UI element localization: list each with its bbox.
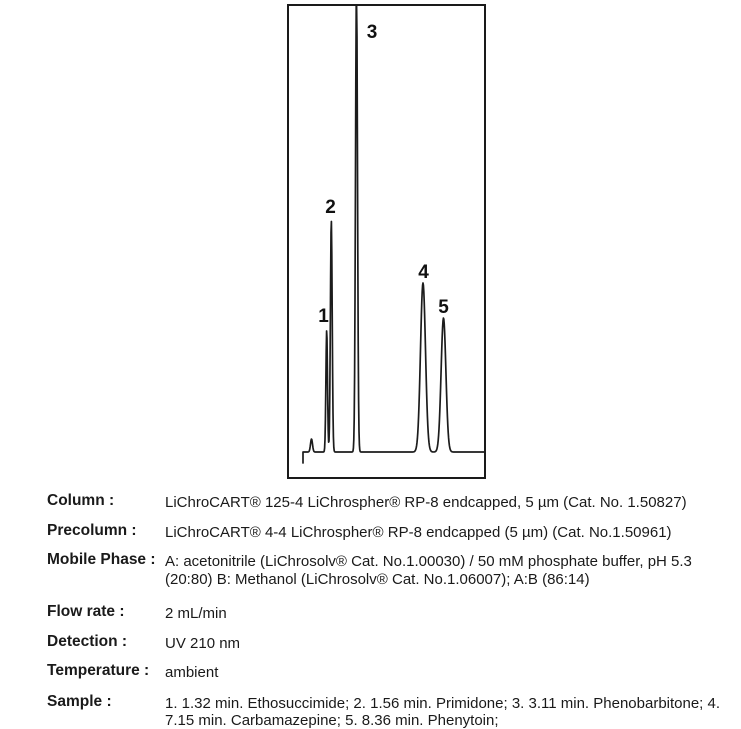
condition-row-detection	[47, 633, 737, 653]
condition-value	[165, 522, 737, 542]
condition-label: Precolumn :	[47, 521, 137, 539]
condition-value	[165, 633, 737, 653]
condition-label: Detection :	[47, 632, 128, 650]
peak-label-2: 2	[325, 197, 336, 218]
condition-value-line: LiChroCART® 4-4 LiChrospher® RP-8 endcapped (5 µm) (Cat. No.1.50961)	[165, 523, 672, 541]
condition-row-precolumn	[47, 522, 737, 542]
condition-label: Flow rate :	[47, 603, 125, 620]
condition-label: Sample :	[47, 692, 112, 710]
condition-value-line: 7.15 min. Carbamazepine; 5. 8.36 min. Phenytoin;	[165, 712, 499, 729]
condition-label: Temperature :	[47, 662, 150, 679]
condition-value-line: UV 210 nm	[165, 634, 241, 652]
peak-label-1: 1	[318, 306, 329, 327]
condition-value	[165, 492, 737, 512]
condition-value-line: 1. 1.32 min. Ethosuccimide; 2. 1.56 min. Primidone; 3. 3.11 min. Phenobarbitone; 4.	[165, 694, 721, 712]
condition-value	[165, 693, 737, 729]
condition-row-column	[47, 492, 737, 512]
chromatogram-plot	[289, 6, 484, 477]
condition-value-line: A: acetonitrile (LiChrosolv® Cat. No.1.00030) / 50 mM phosphate buffer, pH 5.3	[165, 553, 692, 570]
condition-value	[165, 551, 737, 588]
peak-label-5: 5	[438, 297, 449, 318]
peak-label-3: 3	[366, 22, 378, 43]
chromatogram-trace	[303, 6, 484, 463]
conditions-list	[47, 486, 737, 729]
condition-value-line: (20:80) B: Methanol (LiChrosolv® Cat. No.1.06007); A:B (86:14)	[165, 570, 590, 588]
condition-value-line: ambient	[165, 664, 219, 681]
condition-value-line: LiChroCART® 125-4 LiChrospher® RP-8 endcapped, 5 µm (Cat. No. 1.50827)	[165, 494, 687, 511]
condition-value	[165, 662, 737, 682]
condition-row-mobile-phase	[47, 551, 737, 588]
condition-value	[165, 603, 737, 623]
condition-row-sample	[47, 693, 737, 729]
condition-label: Column :	[47, 492, 115, 509]
chromatogram-figure	[287, 4, 486, 479]
condition-label: Mobile Phase :	[47, 551, 156, 568]
condition-row-temperature	[47, 662, 737, 682]
condition-row-flow-rate	[47, 603, 737, 623]
peak-label-4: 4	[418, 262, 429, 283]
condition-value-line: 2 mL/min	[165, 605, 227, 622]
